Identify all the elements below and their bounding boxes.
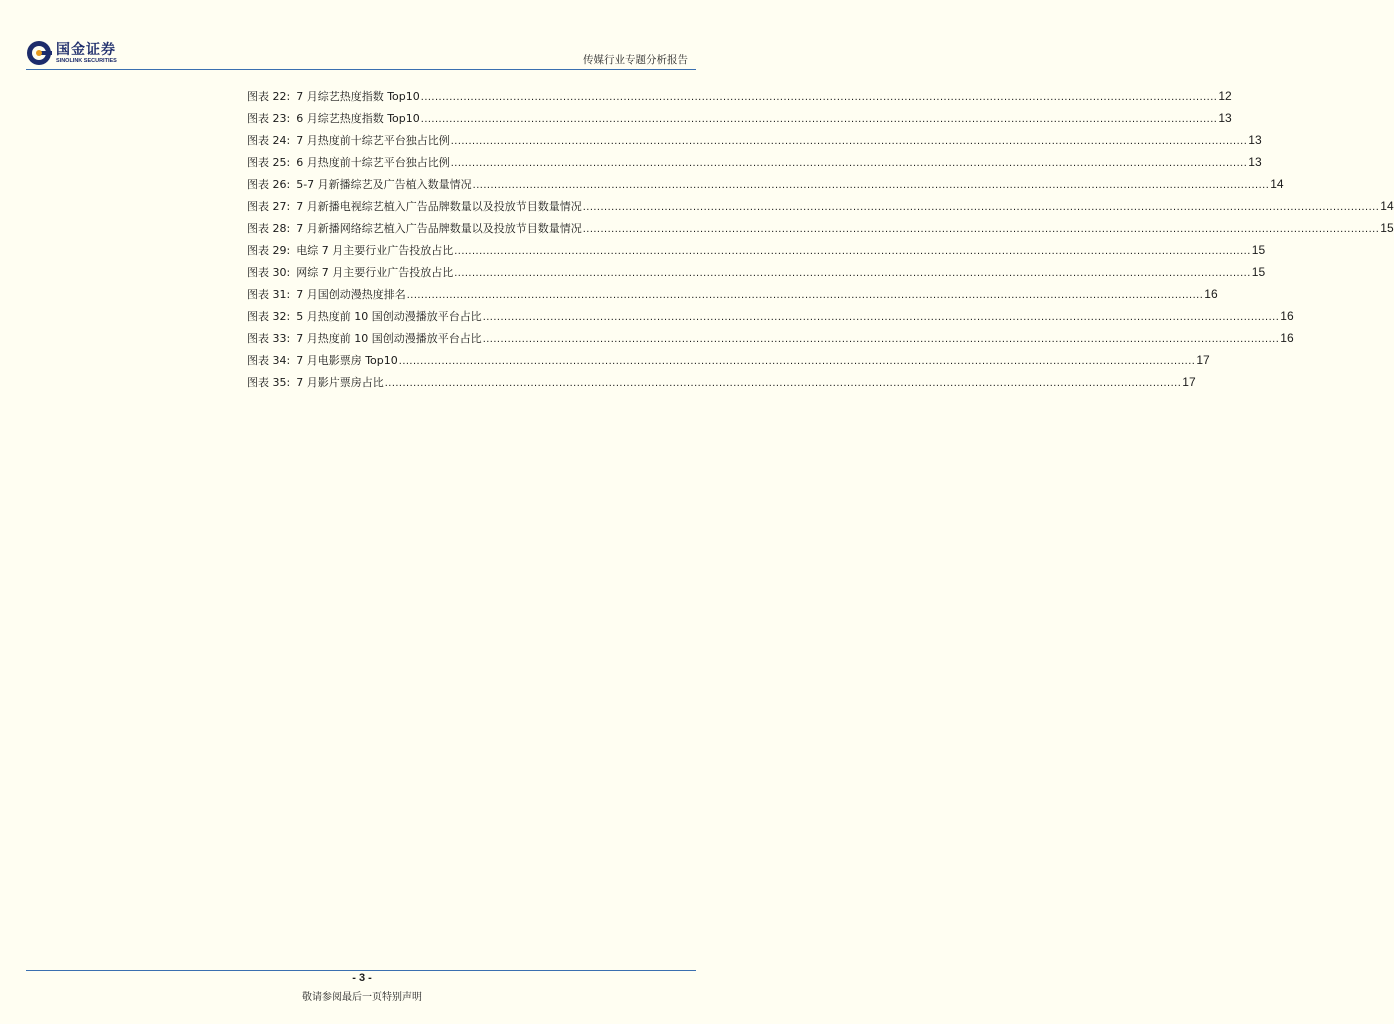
- dot-leader: [454, 267, 1251, 279]
- figure-label: 图表 26:: [247, 178, 291, 191]
- figure-label: 图表 29:: [247, 244, 291, 257]
- figure-title: 7 月热度前 10 国创动漫播放平台占比: [296, 332, 482, 345]
- toc-entry[interactable]: [247, 286, 1218, 308]
- figure-title: 网综 7 月主要行业广告投放占比: [296, 266, 454, 279]
- footer-divider: [26, 970, 696, 971]
- toc-entry[interactable]: [247, 352, 1210, 374]
- figure-page-number: 13: [1218, 111, 1232, 125]
- figure-label: 图表 32:: [247, 310, 291, 323]
- figure-page-number: 14: [1380, 199, 1394, 213]
- toc-entry[interactable]: [247, 264, 1266, 286]
- dot-leader: [483, 333, 1280, 345]
- toc-entry[interactable]: [247, 330, 1294, 352]
- toc-entry[interactable]: [247, 88, 1232, 110]
- dot-leader: [421, 91, 1218, 103]
- page-header: [26, 38, 696, 70]
- figure-title: 6 月热度前十综艺平台独占比例: [296, 156, 450, 169]
- figure-label: 图表 35:: [247, 376, 291, 389]
- dot-leader: [483, 311, 1280, 323]
- figure-page-number: 16: [1280, 331, 1294, 345]
- toc-entry[interactable]: [247, 176, 1284, 198]
- company-logo: [26, 40, 136, 70]
- figure-page-number: 16: [1204, 287, 1218, 301]
- dot-leader: [421, 113, 1218, 125]
- dot-leader: [399, 355, 1196, 367]
- figure-page-number: 16: [1280, 309, 1294, 323]
- footer-disclaimer: 敬请参阅最后一页特别声明: [302, 992, 422, 1003]
- figure-label: 图表 22:: [247, 90, 291, 103]
- figure-page-number: 13: [1248, 155, 1262, 169]
- toc-entry[interactable]: [247, 308, 1294, 330]
- figure-page-number: 14: [1270, 177, 1284, 191]
- figure-title: 7 月国创动漫热度排名: [296, 288, 406, 301]
- toc-entry[interactable]: [247, 198, 1394, 220]
- dot-leader: [583, 201, 1380, 213]
- toc-entry[interactable]: [247, 220, 1394, 242]
- figure-page-number: 13: [1248, 133, 1262, 147]
- figure-title: 7 月影片票房占比: [296, 376, 384, 389]
- dot-leader: [473, 179, 1270, 191]
- toc-entry[interactable]: [247, 154, 1262, 176]
- logo-chinese-name: 国金证券: [56, 42, 116, 58]
- figure-label: 图表 31:: [247, 288, 291, 301]
- figure-label: 图表 23:: [247, 112, 291, 125]
- figure-title: 电综 7 月主要行业广告投放占比: [296, 244, 454, 257]
- figure-list: [247, 88, 1394, 396]
- figure-page-number: 12: [1218, 89, 1232, 103]
- toc-entry[interactable]: [247, 242, 1266, 264]
- dot-leader: [583, 223, 1380, 235]
- figure-label: 图表 33:: [247, 332, 291, 345]
- dot-leader: [454, 245, 1251, 257]
- figure-title: 7 月热度前十综艺平台独占比例: [296, 134, 450, 147]
- logo-english-name: SINOLINK SECURITIES: [56, 58, 117, 64]
- toc-entry[interactable]: [247, 374, 1196, 396]
- toc-entry[interactable]: [247, 132, 1262, 154]
- figure-label: 图表 28:: [247, 222, 291, 235]
- figure-title: 5 月热度前 10 国创动漫播放平台占比: [296, 310, 482, 323]
- figure-page-number: 15: [1380, 221, 1394, 235]
- figure-title: 5-7 月新播综艺及广告植入数量情况: [296, 178, 472, 191]
- figure-title: 7 月电影票房 Top10: [296, 354, 398, 367]
- logo-icon: [26, 40, 52, 66]
- figure-label: 图表 30:: [247, 266, 291, 279]
- dot-leader: [385, 377, 1182, 389]
- figure-title: 6 月综艺热度指数 Top10: [296, 112, 420, 125]
- dot-leader: [407, 289, 1204, 301]
- figure-label: 图表 24:: [247, 134, 291, 147]
- page-number: - 3 -: [352, 972, 372, 984]
- header-divider: [26, 69, 696, 70]
- dot-leader: [451, 135, 1248, 147]
- figure-title: 7 月新播网络综艺植入广告品牌数量以及投放节目数量情况: [296, 222, 582, 235]
- dot-leader: [451, 157, 1248, 169]
- figure-page-number: 17: [1182, 375, 1196, 389]
- report-type-title: 传媒行业专题分析报告: [583, 54, 688, 66]
- figure-title: 7 月新播电视综艺植入广告品牌数量以及投放节目数量情况: [296, 200, 582, 213]
- figure-label: 图表 27:: [247, 200, 291, 213]
- figure-label: 图表 34:: [247, 354, 291, 367]
- figure-page-number: 17: [1196, 353, 1210, 367]
- figure-page-number: 15: [1251, 243, 1266, 257]
- figure-title: 7 月综艺热度指数 Top10: [296, 90, 420, 103]
- toc-entry[interactable]: [247, 110, 1232, 132]
- figure-page-number: 15: [1251, 265, 1266, 279]
- figure-label: 图表 25:: [247, 156, 291, 169]
